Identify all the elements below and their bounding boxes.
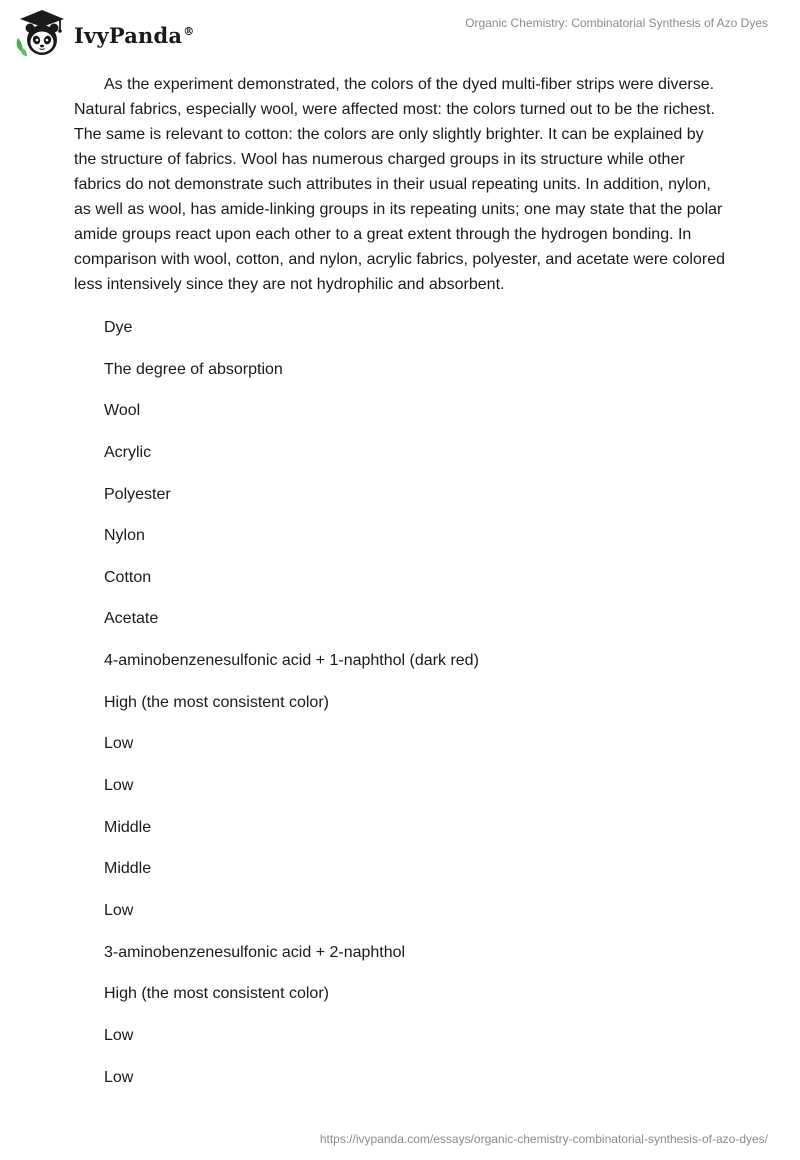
table-cell-acrylic: Low	[104, 1026, 134, 1044]
table-cell-wool: High (the most consistent color)	[104, 693, 329, 711]
table-cell-acetate: Low	[104, 901, 134, 919]
table-cell-polyester: Low	[104, 1068, 134, 1086]
table-cell-cotton: Middle	[104, 860, 152, 878]
table-cell-polyester: Low	[104, 777, 134, 795]
table-header-cotton: Cotton	[104, 568, 152, 586]
page-header	[0, 0, 800, 70]
source-url-link[interactable]: https://ivypanda.com/essays/organic-chemistry-combinatorial-synthesis-of-azo-dyes/	[319, 1132, 768, 1146]
document-title: Organic Chemistry: Combinatorial Synthesis of Azo Dyes	[465, 16, 768, 30]
body-paragraph: As the experiment demonstrated, the colors of the dyed multi-fiber strips were diverse. Natural fabrics, especially wool, were affected most: the colors turned out to be the richest. The same is relevant to cotton: the colors are only slightly brighter. It can be explained by the structure of fabrics. Wool has numerous charged groups in its structure while other fabrics do not demonstrate such attributes in their usual repeating units. In addition, nylon, as well as wool, has amide-linking groups in its repeating units; one may state that the polar amide groups react upon each other to a great extent through the hydrogen bonding. In comparison with wool, cotton, and nylon, acrylic fabrics, polyester, and acetate were colored less intensively since they are not hydrophilic and absorbent.	[74, 76, 725, 293]
registered-mark: ®	[183, 24, 195, 38]
table-cell-dye: 4-aminobenzenesulfonic acid + 1-naphthol (dark red)	[104, 652, 479, 670]
table-header-nylon: Nylon	[104, 527, 145, 545]
table-header-polyester: Polyester	[104, 485, 171, 503]
table-cell-wool: High (the most consistent color)	[104, 985, 329, 1003]
table-header-acetate: Acetate	[104, 610, 159, 628]
table-cell-dye: 3-aminobenzenesulfonic acid + 2-naphthol	[104, 943, 406, 961]
table-header-acrylic: Acrylic	[104, 443, 152, 461]
ivypanda-logo[interactable]	[14, 8, 194, 58]
essay-content	[74, 72, 726, 1109]
absorption-table	[74, 318, 726, 1088]
logo-wordmark: IvyPanda®	[74, 22, 195, 48]
table-cell-acrylic: Low	[104, 735, 134, 753]
table-header-degree: The degree of absorption	[104, 360, 283, 378]
panda-graduate-logo-icon	[14, 8, 70, 58]
table-cell-nylon: Middle	[104, 818, 152, 836]
table-header-dye: Dye	[104, 319, 133, 336]
table-header-wool: Wool	[104, 402, 141, 420]
